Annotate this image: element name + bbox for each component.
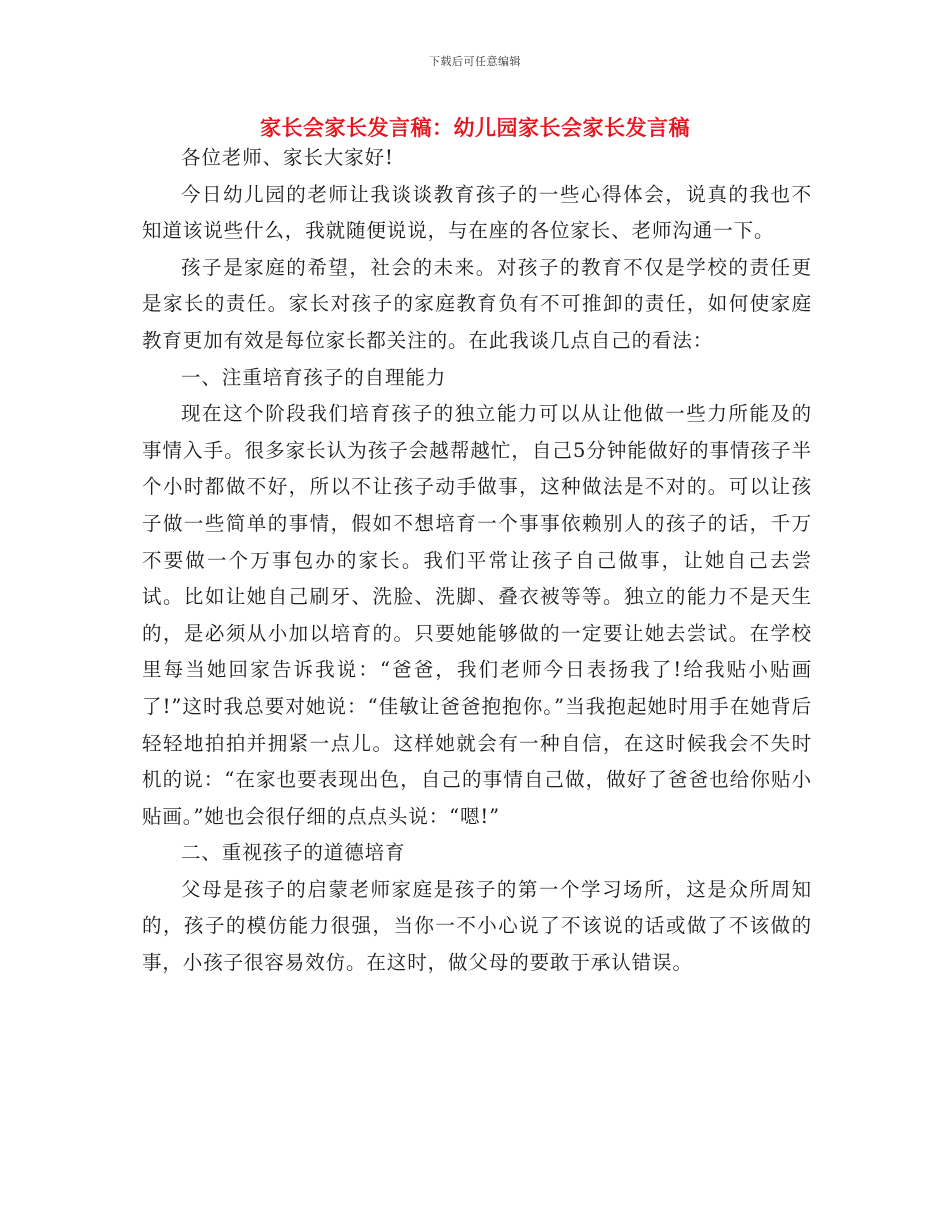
header-note: 下载后可任意编辑 [429, 55, 521, 68]
paragraph-section-1: 现在这个阶段我们培育孩子的独立能力可以从让他做一些力所能及的事情入手。很多家长认为孩子会越帮越忙，自己5分钟能做好的事情孩子半个小时都做不好，所以不让孩子动手做事，这种做法是不对的。可以让孩子做一些简单的事情，假如不想培育一个事事依赖别人的孩子的话，千万不要做一个万事包办的家长。我们平常让孩子自己做事，让她自己去尝试。比如让她自己刷牙、洗脸、洗脚、叠衣被等等。独立的能力不是天生的，是必须从小加以培育的。只要她能够做的一定要让她去尝试。在学校里每当她回家告诉我说：“爸爸，我们老师今日表扬我了!给我贴小贴画了!”这时我总要对她说：“佳敏让爸爸抱抱你。”当我抱起她时用手在她背后轻轻地拍拍并拥紧一点儿。这样她就会有一种自信，在这时候我会不失时机的说：“在家也要表现出色，自己的事情自己做，做好了爸爸也给你贴小贴画。”她也会很仔细的点点头说：“嗯!” [142, 402, 812, 828]
paragraph-intro: 今日幼儿园的老师让我谈谈教育孩子的一些心得体会，说真的我也不知道该说些什么，我就随便说说，与在座的各位家长、老师沟通一下。 [142, 182, 812, 243]
section-heading-2: 二、重视孩子的道德培育 [181, 841, 406, 865]
document-body [142, 140, 812, 982]
paragraph-context: 孩子是家庭的希望，社会的未来。对孩子的教育不仅是学校的责任更是家长的责任。家长对孩子的家庭教育负有不可推卸的责任，如何使家庭教育更加有效是每位家长都关注的。在此我谈几点自己的看法： [142, 255, 812, 352]
section-heading-1: 一、注重培育孩子的自理能力 [181, 365, 447, 389]
document-title: 家长会家长发言稿：幼儿园家长会家长发言稿 [260, 115, 690, 140]
paragraph-section-2: 父母是孩子的启蒙老师家庭是孩子的第一个学习场所，这是众所周知的，孩子的模仿能力很强，当你一不小心说了不该说的话或做了不该做的事，小孩子很容易效仿。在这时，做父母的要敢于承认错误。 [142, 877, 812, 975]
paragraph-greeting: 各位老师、家长大家好! [181, 146, 394, 169]
